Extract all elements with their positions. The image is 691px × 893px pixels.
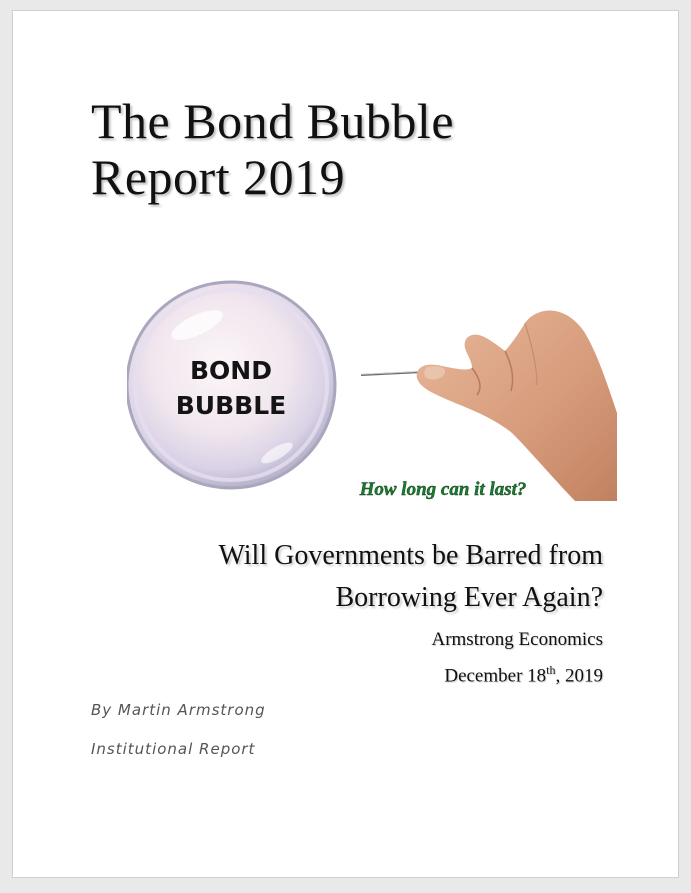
report-subtitle [218, 535, 603, 619]
report-subtitle-line-1: Will Governments be Barred from [218, 540, 603, 571]
author-byline: By Martin Armstrong [91, 701, 266, 719]
document-page [12, 10, 679, 878]
report-subtitle-line-2: Borrowing Ever Again? [335, 582, 603, 613]
bond-bubble-illustration [127, 273, 617, 501]
hand-graphic [417, 311, 617, 502]
report-date-month-day: December 18 [444, 665, 547, 687]
report-date [444, 663, 603, 687]
bubble-graphic [127, 282, 335, 488]
report-title [91, 93, 454, 205]
illustration-caption: How long can it last? [359, 479, 527, 500]
bubble-label-line-2: BUBBLE [175, 391, 287, 420]
report-date-year: , 2019 [555, 665, 603, 687]
report-type-label: Institutional Report [91, 740, 256, 758]
needle-graphic [361, 371, 423, 375]
report-date-ordinal: th [546, 663, 556, 677]
report-title-line-2: Report 2019 [91, 149, 346, 205]
publisher-name: Armstrong Economics [431, 629, 603, 650]
bubble-label-line-1: BOND [190, 356, 272, 385]
report-title-line-1: The Bond Bubble [91, 93, 455, 149]
